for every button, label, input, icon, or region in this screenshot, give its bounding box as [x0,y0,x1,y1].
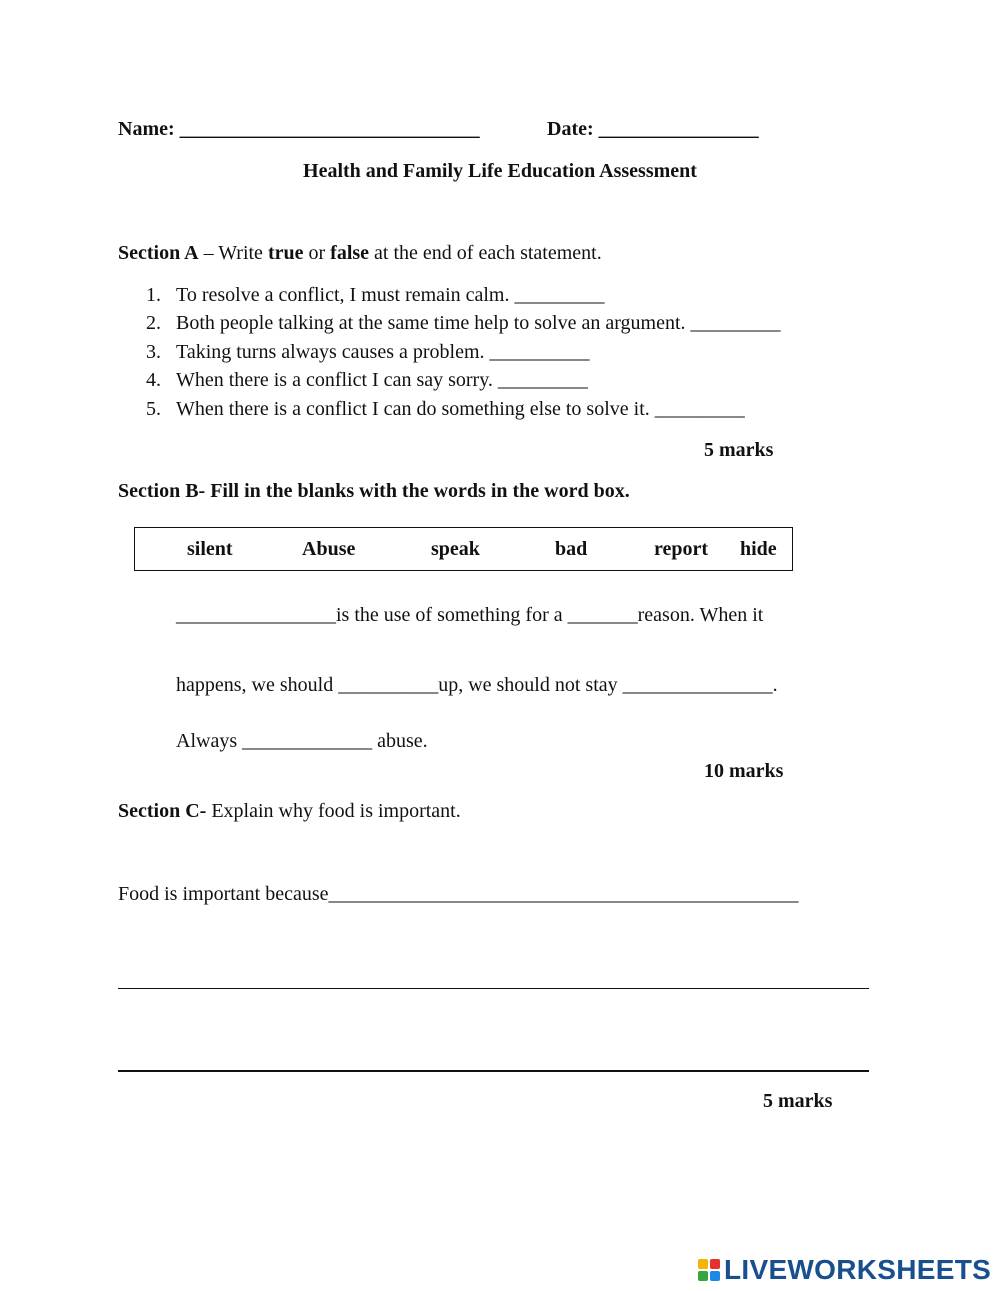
logo-block [698,1259,708,1269]
word-true: true [267,242,304,264]
statement-number: 3. [146,341,161,363]
word-false: false [330,242,370,264]
section-b-heading: Section B- Fill in the blanks with the words in the word box. [118,480,630,502]
statement-text: To resolve a conflict, I must remain calm. _________ [176,284,605,306]
statement-number: 2. [146,312,161,334]
statement-number: 4. [146,369,161,391]
statement-text: When there is a conflict I can say sorry. _________ [176,369,588,391]
statement-text: When there is a conflict I can do something else to solve it. _________ [176,398,745,420]
liveworksheets-logo [698,1255,991,1285]
name-field-line: Name: ______________________________ [118,118,480,140]
fill-blank-line-2: happens, we should __________up, we should not stay _______________. [176,674,778,696]
section-c-label: Section C- [118,800,207,822]
statement-item [146,284,605,307]
section-c-text: Explain why food is important. [206,800,461,822]
statement-text: Taking turns always causes a problem. __________ [176,341,590,363]
statement-item [146,341,590,364]
answer-line-3 [118,1070,869,1072]
word-box [134,527,793,571]
section-a-label: Section A [118,242,199,264]
section-c-marks: 5 marks [763,1090,833,1112]
answer-line-1: Food is important because_______________________________________________ [118,883,799,905]
section-c-instruction [118,800,461,823]
statement-number: 1. [146,284,161,306]
word-box-item: speak [431,538,480,560]
statement-number: 5. [146,398,161,420]
fill-blank-line-1: ________________is the use of something for a _______reason. When it [176,604,764,626]
date-field-line: Date: ________________ [547,118,759,140]
word-box-item: Abuse [302,538,356,560]
section-b-marks: 10 marks [704,760,784,782]
logo-block [710,1259,720,1269]
logo-block [710,1271,720,1281]
logo-block [698,1271,708,1281]
word-box-item: hide [740,538,777,560]
word-box-item: bad [555,538,588,560]
section-a-text-or: or [303,242,331,264]
statement-item [146,369,588,392]
statement-text: Both people talking at the same time help to solve an argument. _________ [176,312,781,334]
answer-line-2 [118,988,869,989]
section-a-marks: 5 marks [704,439,774,461]
statement-item [146,312,781,335]
statement-item [146,398,745,421]
page-title: Health and Family Life Education Assessment [303,160,697,182]
word-box-item: report [654,538,709,560]
logo-text: LIVEWORKSHEETS [724,1254,992,1285]
logo-blocks-icon [698,1259,720,1281]
section-a-text-prefix: – Write [198,242,268,264]
fill-blank-line-3: Always _____________ abuse. [176,730,428,752]
word-box-item: silent [187,538,233,560]
section-a-instruction [118,242,602,265]
section-a-text-suffix: at the end of each statement. [369,242,602,264]
